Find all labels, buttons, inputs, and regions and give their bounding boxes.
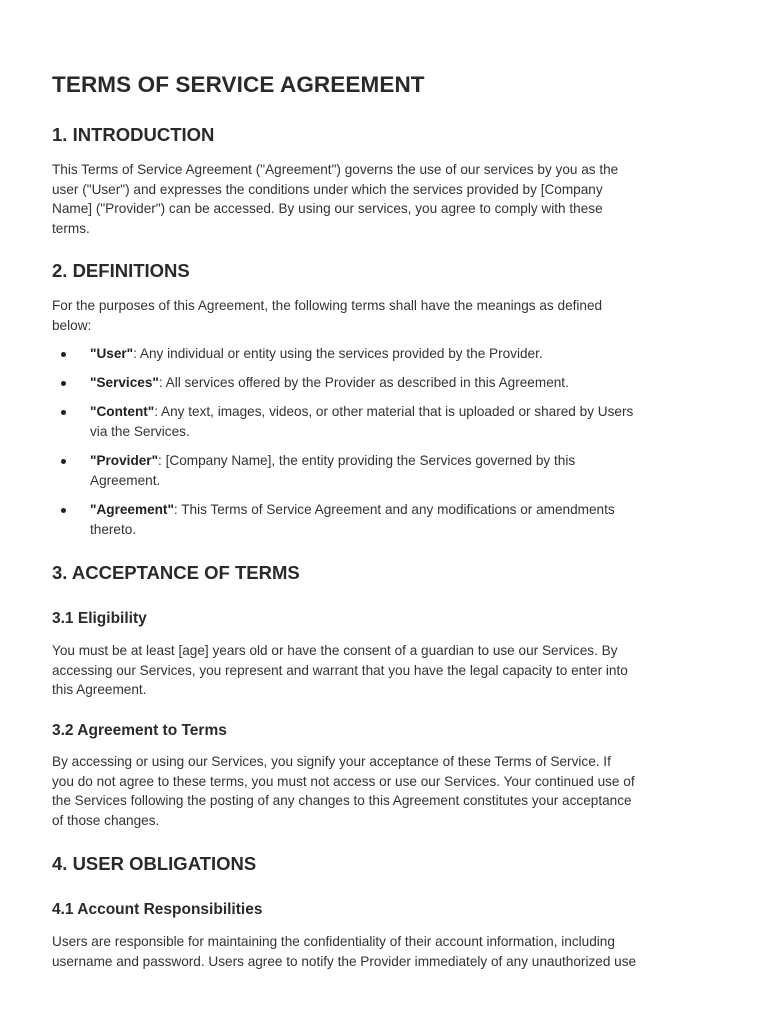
section-heading-acceptance: 3. ACCEPTANCE OF TERMS [52, 562, 300, 583]
definition-line [90, 344, 722, 364]
paragraph-line: of those changes. [52, 812, 160, 828]
paragraph-line: Name] ("Provider") can be accessed. By using our services, you agree to comply with these [52, 201, 603, 217]
paragraph-line: You must be at least [age] years old or have the consent of a guardian to use our Services. By [52, 643, 618, 658]
definition-description: : Any individual or entity using the services provided by the Provider. [133, 346, 543, 361]
definition-line [90, 402, 722, 422]
paragraph-line: this Agreement. [52, 682, 147, 698]
definition-description: : This Terms of Service Agreement and any modifications or amendments [173, 502, 615, 517]
subsection-heading-account-responsibilities: 4.1 Account Responsibilities [52, 901, 263, 918]
definition-line: thereto. [90, 521, 137, 537]
bullet-dot-icon [61, 381, 66, 386]
definition-description: : Any text, images, videos, or other material that is uploaded or shared by Users [154, 404, 634, 419]
paragraph-line: you do not agree to these terms, you must not access or use our Services. Your continued use of [52, 773, 635, 789]
bullet-dot-icon [61, 410, 66, 415]
agreement-to-terms-paragraph [52, 752, 722, 830]
section-heading-introduction: 1. INTRODUCTION [52, 124, 215, 145]
paragraph-line: the Services following the posting of any changes to this Agreement constitutes your acceptance [52, 793, 632, 809]
bullet-dot-icon [61, 352, 66, 357]
section-heading-definitions: 2. DEFINITIONS [52, 260, 190, 281]
paragraph-line: For the purposes of this Agreement, the following terms shall have the meanings as defined [52, 298, 603, 313]
account-responsibilities-paragraph [52, 932, 722, 971]
paragraph-line: This Terms of Service Agreement ("Agreement") governs the use of our services by you as the [52, 162, 619, 177]
paragraph-line: terms. [52, 220, 90, 236]
definition-line [90, 500, 722, 520]
eligibility-paragraph [52, 641, 722, 700]
bullet-dot-icon [61, 459, 66, 464]
definition-term: "Content" [90, 404, 155, 419]
definition-term: "Agreement" [90, 502, 174, 517]
subsection-heading-eligibility: 3.1 Eligibility [52, 610, 147, 627]
definition-text [90, 451, 722, 490]
paragraph-line: user ("User") and expresses the conditions under which the services provided by [Company [52, 181, 603, 197]
definition-text [90, 344, 722, 364]
definition-text [90, 373, 722, 393]
introduction-paragraph [52, 160, 722, 238]
definition-description: : [Company Name], the entity providing the Services governed by this [158, 453, 576, 468]
document-title: TERMS OF SERVICE AGREEMENT [52, 72, 425, 97]
definition-description: : All services offered by the Provider as described in this Agreement. [158, 375, 569, 390]
definition-line [90, 451, 722, 471]
definition-line: via the Services. [90, 423, 190, 439]
paragraph-line: username and password. Users agree to notify the Provider immediately of any unauthorized use [52, 953, 637, 969]
bullet-dot-icon [61, 508, 66, 513]
definitions-intro-paragraph [52, 296, 722, 335]
subsection-heading-agreement-to-terms: 3.2 Agreement to Terms [52, 722, 227, 739]
paragraph-line: below: [52, 317, 92, 333]
definition-term: "User" [90, 346, 134, 361]
paragraph-line: By accessing or using our Services, you signify your acceptance of these Terms of Service. If [52, 754, 611, 769]
definition-line: Agreement. [90, 472, 161, 488]
definition-term: "Services" [90, 375, 159, 390]
paragraph-line: Users are responsible for maintaining the confidentiality of their account information, including [52, 934, 615, 949]
definition-text [90, 402, 722, 441]
paragraph-line: accessing our Services, you represent and warrant that you have the legal capacity to enter into [52, 662, 628, 678]
definition-line [90, 373, 722, 393]
section-heading-user-obligations: 4. USER OBLIGATIONS [52, 853, 257, 874]
definition-term: "Provider" [90, 453, 159, 468]
definition-text [90, 500, 722, 539]
